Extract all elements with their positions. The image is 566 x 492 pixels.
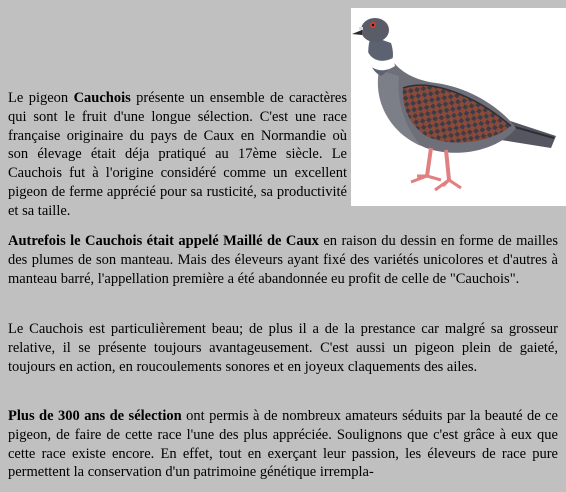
intro-text-rest: présente un ensemble de caractères qui sont le fruit d'une longue sélection. C'est une race française originaire du pays de Caux en Normandie où son élevage était déja pratiqué au 17ème siècle. Le Cauchois fut à l'origine considéré comme un excellent pigeon de ferme apprécié pour sa rusticité, sa productivité et sa taille. (8, 90, 347, 219)
pigeon-drawing (351, 8, 566, 206)
history-heading: Autrefois le Cauchois était appelé Maillé de Caux (8, 233, 319, 249)
selection-text: ont permis à de nombreux amateurs séduits par la beauté de ce pigeon, de faire de cette race l'une des plus appréciée. Soulignons que c'est grâce à eux que cette race existe encore. En effet, tout en exerçant leur passion, les éleveurs de race pure permettent la conservation d'un patrimoine génétique irrempla- (8, 408, 558, 481)
history-paragraph (8, 232, 558, 288)
character-paragraph (8, 320, 558, 376)
breed-name: Cauchois (73, 90, 131, 106)
pigeon-illustration (351, 8, 566, 206)
character-text: Le Cauchois est particulièrement beau; de plus il a de la prestance car malgré sa grosseur relative, il se présente toujours avantageusement. C'est aussi un pigeon plein de gaieté, toujours en action, en roucoulements sonores et en joyeux claquements des ailes. (8, 321, 558, 375)
selection-heading: Plus de 300 ans de sélection (8, 408, 182, 424)
intro-text-start: Le pigeon (8, 90, 74, 106)
selection-paragraph (8, 407, 558, 482)
history-text: en raison du dessin en forme de mailles des plumes de son manteau. Mais des éleveurs ayant fixé des variétés unicolores et d'autres à manteau barré, l'appellation première a été abandonnée eu profit de celle de "Cauchois". (8, 233, 558, 287)
intro-paragraph (8, 89, 347, 221)
